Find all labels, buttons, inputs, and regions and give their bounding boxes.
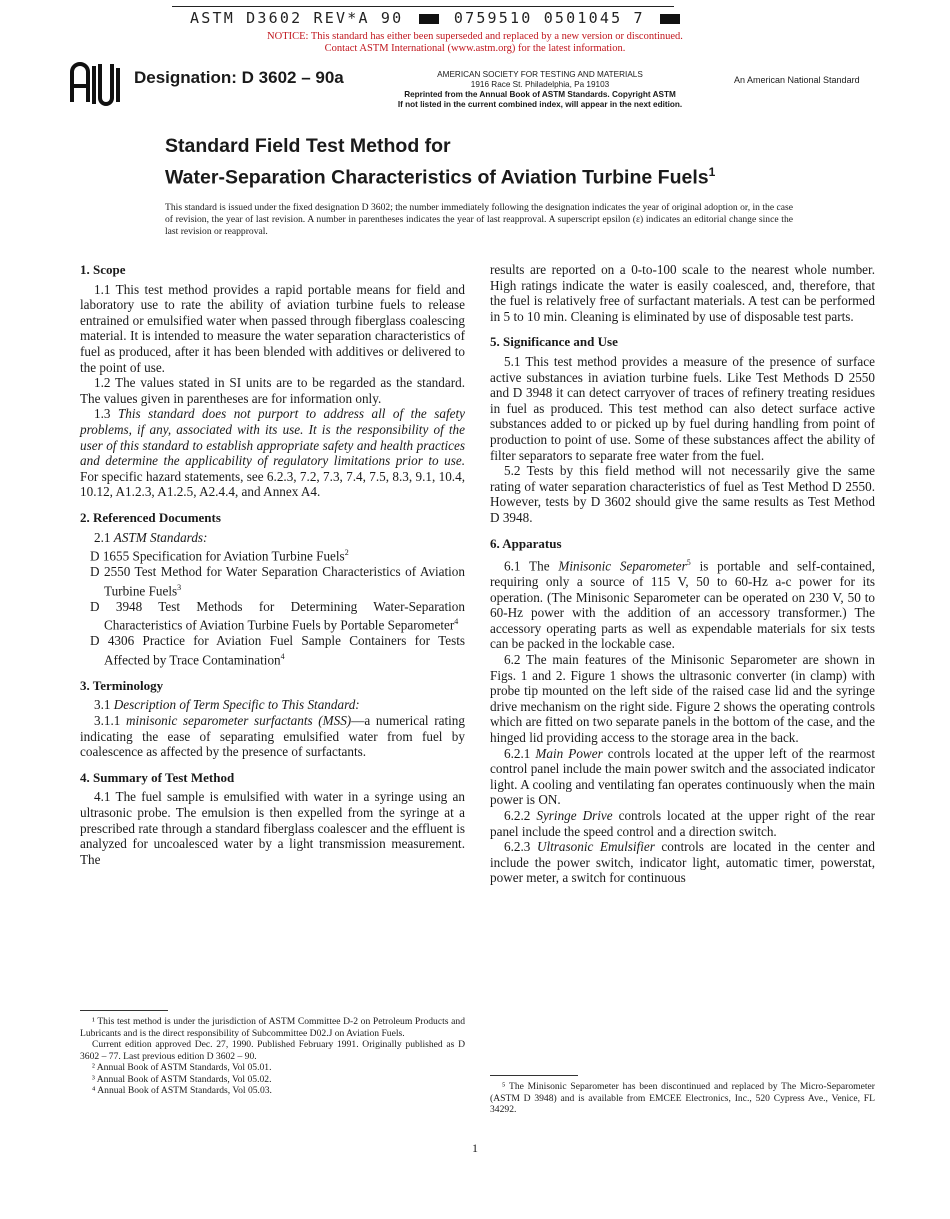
- footnote-1-edition: Current edition approved Dec. 27, 1990. Published February 1991. Originally published as D 3602 – 77. Last previous edition D 3602 – 90.: [80, 1039, 465, 1062]
- para-6-2-3: [490, 839, 875, 886]
- title-line-2: [165, 159, 715, 191]
- section-heading-scope: 1. Scope: [80, 262, 126, 277]
- scan-line-text: ASTM D3602 REV*A 90: [190, 9, 404, 27]
- para-3-1-num: 3.1: [94, 697, 114, 713]
- para-3-1-1: [80, 713, 465, 760]
- ref-d3948-sup: 4: [454, 617, 459, 627]
- ref-d1655-sup: 2: [344, 548, 349, 558]
- para-6-2: 6.2 The main features of the Minisonic Separometer are shown in Figs. 1 and 2. Figure 1 shows the ultrasonic converter (in clamp) with probe tip mounted on the left side of the raised case lid and the syringe drive mechanism on the right side. Figure 2 shows the operating controls which are fitted on two separate panels in the bottom of the case, and the hinged lid providing access to the storage area in the back.: [490, 652, 875, 746]
- para-3-1-italic: Description of Term Specific to This Standard:: [113, 697, 360, 713]
- american-national-standard: An American National Standard: [734, 75, 860, 85]
- para-4-1: 4.1 The fuel sample is emulsified with water in a syringe using an ultrasonic probe. The emulsion is then expelled from the syringe at a prescribed rate through a standard fiberglass coalescer and the effluent is analyzed for uncoalesced water by a light transmission measurement. The: [80, 789, 465, 867]
- para-1-1: 1.1 This test method provides a rapid portable means for field and laboratory use to rate the ability of aviation turbine fuels to release entrained or emulsified water when passed through fiberglass coalescing material. It is intended to measure the water separation characteristics of fuel as produced, after it has been blended with additives or delivered to the point of use.: [80, 281, 465, 375]
- para-2-1-num: 2.1: [94, 529, 114, 545]
- intro-paragraph: This standard is issued under the fixed designation D 3602; the number immediately following the designation indicates the year of original adoption or, in the case of revision, the year of last revision. A number in parentheses indicates the year of last reapproval. A superscript epsilon (ε) indicates an editorial change since the last revision or reapproval.: [165, 202, 793, 237]
- para-6-1-italic: Minisonic Separometer: [558, 558, 687, 574]
- ref-d1655: [80, 545, 465, 564]
- para-6-1-num: 6.1 The: [504, 558, 559, 574]
- top-rule: [172, 6, 674, 7]
- section-heading-terminology: 3. Terminology: [80, 677, 164, 693]
- designation: Designation: D 3602 – 90a: [134, 68, 344, 87]
- para-6-2-2-italic: Syringe Drive: [536, 807, 613, 823]
- para-4-1-continued: results are reported on a 0-to-100 scale to the nearest whole number. High ratings indicate the water is easily coalesced, and, therefore, that the fuel is relatively free of surfactant materials. A test can be performed in 5 to 10 min. Cleaning is eliminated by use of disposable test parts.: [490, 262, 875, 324]
- society-index-note: If not listed in the current combined index, will appear in the next edition.: [397, 100, 683, 109]
- title-footnote-ref: 1: [708, 165, 716, 179]
- para-1-3-num: 1.3: [94, 406, 118, 422]
- footnote-1: ¹ This test method is under the jurisdiction of ASTM Committee D-2 on Petroleum Products and Lubricants and is the direct responsibility of Subcommittee D02.J on Aviation Fuels.: [80, 1016, 465, 1039]
- footnote-rule: [80, 1010, 168, 1011]
- para-3-1-1-num: 3.1.1: [94, 713, 127, 728]
- notice-line-2: Contact ASTM International (www.astm.org) for the latest information.: [324, 43, 626, 54]
- ref-d3948: [80, 599, 465, 634]
- para-6-2-1-italic: Main Power: [535, 745, 603, 761]
- notice-line-1: NOTICE: This standard has either been superseded and replaced by a new version or discontinued.: [267, 31, 683, 42]
- para-6-2-1: [490, 746, 875, 808]
- para-6-2-2-rest: controls located at the upper right of the rear panel include the speed control and a direction switch.: [490, 807, 876, 839]
- para-6-2-3-italic: Ultrasonic Emulsifier: [536, 839, 655, 855]
- ref-d4306: [80, 633, 465, 668]
- para-2-1: [80, 530, 465, 546]
- scan-block-mark: [419, 14, 439, 24]
- footnote-2: ² Annual Book of ASTM Standards, Vol 05.01.: [92, 1062, 272, 1073]
- footnotes-left: [80, 1010, 465, 1097]
- para-1-3-italic: This standard does not purport to address all of the safety problems, if any, associated with its use. It is the responsibility of the user of this standard to establish appropriate safety and health practices and determine the applicability of regulatory limitations prior to use.: [80, 406, 466, 469]
- astm-logo-icon: [66, 58, 128, 108]
- para-2-1-italic: ASTM Standards:: [113, 529, 208, 545]
- section-heading-summary: 4. Summary of Test Method: [80, 769, 235, 785]
- footnote-5: ⁵ The Minisonic Separometer has been discontinued and replaced by The Micro-Separometer (ASTM D 3948) and is available from EMCEE Electronics, Inc., 520 Cypress Ave., Venice, FL 34292.: [490, 1081, 875, 1115]
- para-6-2-2: [490, 808, 875, 839]
- section-heading-significance: 5. Significance and Use: [490, 334, 618, 350]
- para-1-3: [80, 406, 465, 500]
- para-1-3-rest: For specific hazard statements, see 6.2.3, 7.2, 7.3, 7.4, 7.5, 8.3, 9.1, 10.4, 10.12, A1.2.3, A1.2.5, A2.4.4, and Annex A4.: [80, 468, 465, 500]
- ref-d2550-sup: 3: [177, 582, 182, 592]
- society-name: AMERICAN SOCIETY FOR TESTING AND MATERIALS: [437, 70, 643, 79]
- footnotes-right: [490, 1075, 875, 1116]
- para-6-2-3-rest: controls are located in the center and include the power switch, indicator light, automatic timer, powerstat, power meter, a switch for continuous: [490, 839, 876, 886]
- para-6-2-3-num: 6.2.3: [504, 839, 537, 855]
- ref-d4306-text: D 4306 Practice for Aviation Fuel Sample Containers for Tests Affected by Trace Contamination: [90, 633, 465, 668]
- footnote-rule-right: [490, 1075, 578, 1076]
- para-6-1-sup: 5: [686, 558, 691, 568]
- para-5-2: 5.2 Tests by this field method will not necessarily give the same rating of water separation characteristics of fuel as Test Method D 2550. However, tests by D 3602 should give the same results as Test Method D 3948.: [490, 463, 875, 525]
- section-heading-referenced-documents: 2. Referenced Documents: [80, 509, 221, 525]
- ref-d2550: [80, 564, 465, 599]
- page-number: 1: [472, 1141, 478, 1155]
- footnote-4: ⁴ Annual Book of ASTM Standards, Vol 05.03.: [92, 1085, 272, 1096]
- para-3-1-1-italic: minisonic separometer surfactants (MSS): [126, 713, 352, 728]
- society-address: 1916 Race St. Philadelphia, Pa 19103: [470, 80, 610, 89]
- scan-line-code: 0759510 0501045 7: [453, 9, 645, 27]
- scan-header-line: [190, 9, 670, 27]
- footnote-3: ³ Annual Book of ASTM Standards, Vol 05.02.: [92, 1073, 272, 1085]
- society-block: [380, 70, 700, 110]
- ref-d1655-text: D 1655 Specification for Aviation Turbine Fuels: [90, 548, 345, 564]
- para-3-1-1-rest: —a numerical rating indicating the ease of separating emulsified water from fuel by coalescence as affected by the presence of surfactants.: [80, 713, 465, 760]
- ref-d3948-text: D 3948 Test Methods for Determining Water-Separation Characteristics of Aviation Turbine Fuels by Portable Separometer: [90, 598, 465, 633]
- ref-d2550-text: D 2550 Test Method for Water Separation Characteristics of Aviation Turbine Fuels: [90, 564, 465, 599]
- ref-d4306-sup: 4: [280, 651, 285, 661]
- left-column: [80, 262, 465, 867]
- para-1-2: 1.2 The values stated in SI units are to be regarded as the standard. The values given in parentheses are for information only.: [80, 375, 465, 406]
- title-line-2-text: Water-Separation Characteristics of Aviation Turbine Fuels: [165, 166, 709, 189]
- para-6-1: [490, 555, 875, 652]
- para-6-2-2-num: 6.2.2: [504, 807, 537, 823]
- scan-block-mark-2: [660, 14, 680, 24]
- para-5-1: 5.1 This test method provides a measure of the presence of surface active substances in aviation turbine fuels. Like Test Methods D 2550 and D 3948 it can detect carryover of traces of refinery treating residues in fuel as produced. This test method can also detect surface active substances added to or picked up by fuel during handling from point of production to point of use. Some of these substances affect the ability of filter separators to separate free water from the fuel.: [490, 353, 875, 463]
- para-6-1-rest: is portable and self-contained, requiring only a source of 115 V, 50 to 60-Hz a-c power for its operation. (The Minisonic Separometer can be operated on 230 V, 50 to 60-Hz power with the addition of an accessory transformer.) The accessory operating parts as well as expendable materials for six tests can be packed in the lockable case.: [490, 558, 875, 652]
- society-reprint: Reprinted from the Annual Book of ASTM Standards. Copyright ASTM: [404, 90, 676, 99]
- document-title: [165, 133, 715, 191]
- title-line-1: Standard Field Test Method for: [165, 135, 451, 157]
- para-6-2-1-num: 6.2.1: [504, 745, 536, 761]
- right-column: [490, 262, 875, 886]
- section-heading-apparatus: 6. Apparatus: [490, 535, 562, 551]
- para-6-2-1-rest: controls located at the upper left of the rearmost control panel include the main power switch and the associated indicator light. A cooling and ventilating fan operates continuously when the main power is ON.: [490, 745, 875, 808]
- para-3-1: [80, 697, 465, 713]
